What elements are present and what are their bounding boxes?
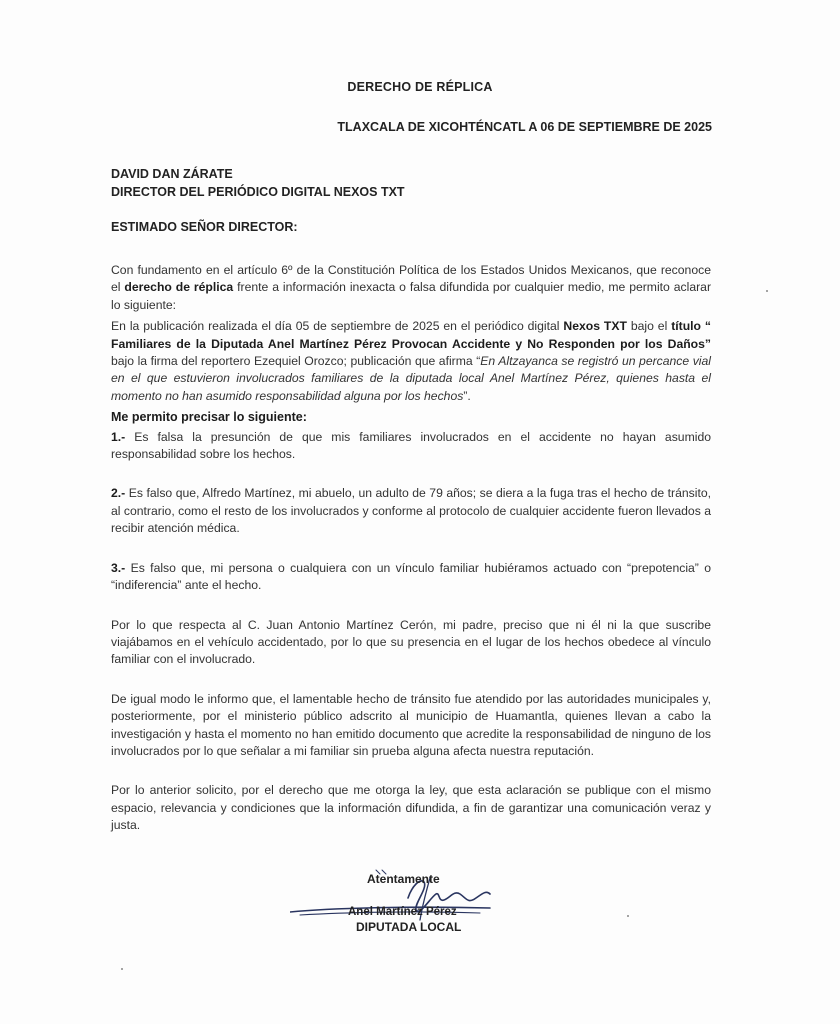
authorities-paragraph: De igual modo le informo que, el lamentable hecho de tránsito fue atendido por las autoridades municipales y, posteriormente, por el ministerio público adscrito al municipio de Huamantla, quienes llevan a cabo la investigación y hasta el momento no han emitido documento que acredite la responsabilidad de ninguno de los involucrados por lo que señalar a mi familiar sin prueba alguna afecta nuestra reputación.	[111, 691, 711, 758]
signer-role: DIPUTADA LOCAL	[356, 920, 462, 934]
point-2: 2.- Es falso que, Alfredo Martínez, mi abuelo, un adulto de 79 años; se diera a la fuga tras el hecho de tránsito, al contrario, como el resto de los involucrados y conforme al protocolo de cualquier accidente fueron llevados a recibir atención médica.	[111, 486, 711, 536]
point-1: 1.- Es falsa la presunción de que mis familiares involucrados en el accidente no hayan asumido responsabilidad sobre los hechos.	[111, 429, 711, 462]
precisar-heading: Me permito precisar lo siguiente:	[111, 410, 307, 425]
request-paragraph: Por lo anterior solicito, por el derecho que me otorga la ley, que esta aclaración se publique con el mismo espacio, relevancia y condiciones que la información difundida, a fin de garantizar una comunicación veraz y justa.	[111, 783, 711, 833]
signer-name: Anel Martínez Pérez	[348, 906, 457, 918]
point-3: 3.- Es falso que, mi persona o cualquiera con un vínculo familiar hubiéramos actuado con “prepotencia” o “indiferencia” ante el hecho.	[111, 560, 711, 593]
document-title: DERECHO DE RÉPLICA	[347, 80, 493, 94]
publication-paragraph: En la publicación realizada el día 05 de septiembre de 2025 en el periódico digital Nexos TXT bajo el título “ Familiares de la Diputada Anel Martínez Pérez Provocan Accidente y No Responden por los Daños” bajo la firma del reportero Ezequiel Orozco; publicación que afirma “En Altzayanca se registró un percance vial en el que estuvieron involucrados familiares de la diputada local Anel Martínez Pérez, quienes hasta el momento no han asumido responsabilidad alguna por los hechos”.	[111, 319, 711, 403]
scan-speck	[121, 968, 123, 970]
signature-block	[290, 868, 510, 938]
salutation: ESTIMADO SEÑOR DIRECTOR:	[111, 220, 298, 234]
recipient-block	[111, 165, 405, 201]
letter-body	[111, 262, 711, 835]
father-paragraph: Por lo que respecta al C. Juan Antonio Martínez Cerón, mi padre, preciso que ni él ni la que suscribe viajábamos en el vehículo accidentado, por lo que su presencia en el lugar de los hechos obedece al vínculo familiar con el involucrado.	[111, 617, 711, 667]
scan-speck	[627, 915, 629, 917]
recipient-name: DAVID DAN ZÁRATE	[111, 167, 233, 181]
intro-paragraph: Con fundamento en el artículo 6º de la Constitución Política de los Estados Unidos Mexicanos, que reconoce el derecho de réplica frente a información inexacta o falsa difundida por cualquier medio, me permito aclarar lo siguiente:	[111, 263, 712, 312]
scan-speck	[766, 290, 768, 292]
closing-atentamente: Atentamente	[367, 872, 440, 886]
recipient-role: DIRECTOR DEL PERIÓDICO DIGITAL NEXOS TXT	[111, 185, 405, 199]
place-and-date: TLAXCALA DE XICOHTÉNCATL A 06 DE SEPTIEMBRE DE 2025	[337, 120, 712, 134]
